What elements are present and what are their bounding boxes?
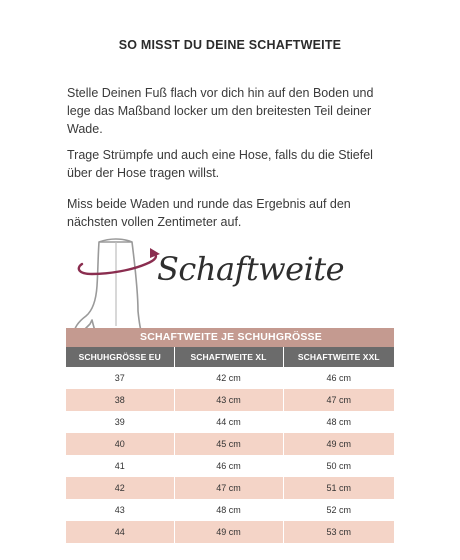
size-cell: 43 [66,499,174,521]
size-cell: 39 [66,411,174,433]
table-header-row [66,347,394,367]
size-cell: 42 [66,477,174,499]
size-cell: 41 [66,455,174,477]
xxl-cell: 50 cm [283,455,394,477]
instruction-paragraph-3: Miss beide Waden und runde das Ergebnis auf den nächsten vollen Zentimeter auf. [67,197,351,229]
xl-cell: 49 cm [174,521,283,543]
size-cell: 44 [66,521,174,543]
xxl-cell: 46 cm [283,367,394,389]
table-row [66,499,394,521]
table-row [66,521,394,543]
instruction-paragraph-2: Trage Strümpfe und auch eine Hose, falls du die Stiefel über der Hose tragen willst. [67,148,373,180]
column-header-size: SCHUHGRÖSSE EU [66,347,174,367]
table-row [66,477,394,499]
xl-cell: 44 cm [174,411,283,433]
xl-cell: 46 cm [174,455,283,477]
table-row [66,367,394,389]
schaftweite-script-label: Schaftweite [157,250,345,288]
size-cell: 38 [66,389,174,411]
xxl-cell: 51 cm [283,477,394,499]
xxl-cell: 47 cm [283,389,394,411]
column-header-xl: SCHAFTWEITE XL [174,347,283,367]
xxl-cell: 53 cm [283,521,394,543]
xl-cell: 48 cm [174,499,283,521]
xl-cell: 42 cm [174,367,283,389]
page-title: SO MISST DU DEINE SCHAFTWEITE [118,38,342,52]
xl-cell: 43 cm [174,389,283,411]
xl-cell: 47 cm [174,477,283,499]
table-row [66,455,394,477]
table-row [66,433,394,455]
table-row [66,389,394,411]
table-caption: SCHAFTWEITE JE SCHUHGRÖSSE [66,328,394,347]
column-header-xxl: SCHAFTWEITE XXL [283,347,394,367]
xxl-cell: 48 cm [283,411,394,433]
xl-cell: 45 cm [174,433,283,455]
size-cell: 40 [66,433,174,455]
size-table [66,328,394,543]
xxl-cell: 49 cm [283,433,394,455]
instruction-paragraph-1: Stelle Deinen Fuß flach vor dich hin auf den Boden und lege das Maßband locker um den breitesten Teil deiner Wade. [67,86,374,136]
size-chart-table [66,347,394,543]
xxl-cell: 52 cm [283,499,394,521]
size-cell: 37 [66,367,174,389]
table-row [66,411,394,433]
